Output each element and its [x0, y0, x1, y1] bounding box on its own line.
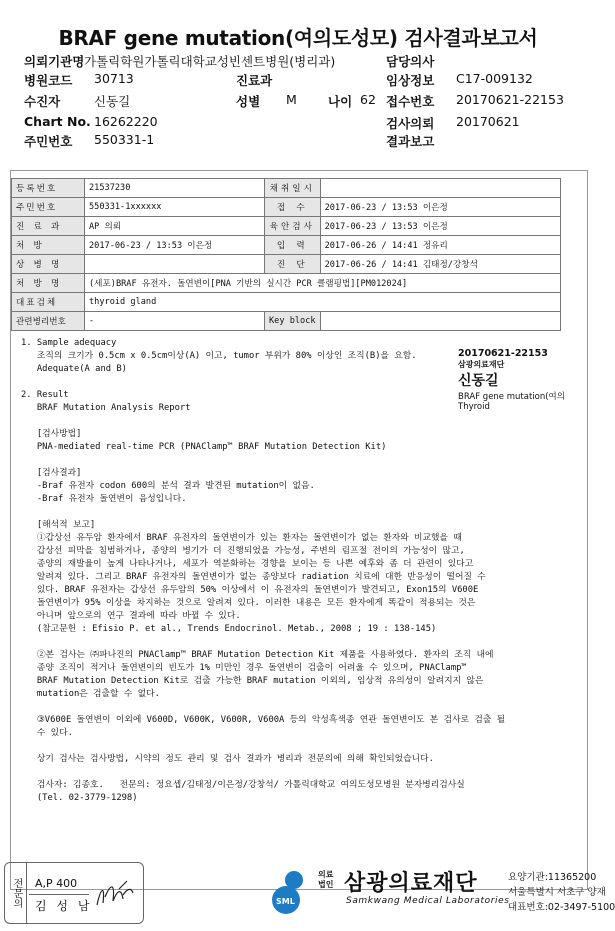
stamp-test: BRAF gene mutation(여의 — [458, 392, 565, 402]
order-value: 2017-06-23 / 13:53 이은정 — [85, 236, 265, 255]
collect-date-value — [320, 179, 560, 198]
sex-value: M — [286, 92, 297, 107]
specialist-tag: 전문의 — [5, 863, 27, 923]
report-body-line: 알려져 있다. 그리고 BRAF 유전자의 돌연변이가 없는 종양보다 radiation 치료에 대한 반응성이 떨어질 수 — [21, 572, 486, 582]
report-body-line: [검사결과] — [21, 468, 82, 478]
signature-line1: A,P 400 — [35, 877, 78, 890]
meta-rrn-label: 주민번호 — [12, 198, 85, 217]
keyblock-value — [320, 312, 560, 331]
stamp-org: 삼광의료재단 — [458, 360, 505, 369]
report-title: BRAF gene mutation(여의도성모) 검사결과보고서 — [58, 26, 538, 50]
org-code: 요양기관:11365200 — [508, 872, 597, 883]
report-body-line: 2. Result — [21, 390, 69, 400]
report-body-line: 수 있다. — [21, 728, 73, 738]
clinical-info-value: C17-009132 — [456, 71, 533, 86]
disease-value — [85, 255, 265, 274]
institution-value: 가톨릭학원가톨릭대학교성빈센트병원(병리과) — [84, 54, 336, 69]
diagnosis-label: 진 단 — [265, 255, 321, 274]
input-value: 2017-06-26 / 14:41 정유리 — [320, 236, 560, 255]
chart-value: 16262220 — [94, 114, 158, 129]
patient-label: 수진자 — [24, 94, 61, 109]
report-body-line: -Braf 유전자 돌연변이 음성입니다. — [21, 494, 187, 504]
collect-date-label: 채취일시 — [265, 179, 321, 198]
diagnosis-value: 2017-06-26 / 14:41 김태정/강창석 — [320, 255, 560, 274]
chart-label: Chart No. — [24, 114, 91, 129]
receipt-value: 20170621-22153 — [456, 92, 564, 107]
report-body-line: 돌연변이가 95% 이상을 차지하는 것으로 알려져 있다. 이러한 내용은 모든 환자에게 똑같이 적용되는 것은 — [21, 598, 476, 608]
clinical-info-label: 임상정보 — [386, 73, 435, 88]
rrn-label: 주민번호 — [24, 134, 73, 149]
specimen-value: thyroid gland — [85, 293, 561, 312]
report-body-line: -Braf 유전자 codon 600의 분석 결과 발견된 mutation이 없음. — [21, 481, 315, 491]
order-label: 처 방 — [12, 236, 85, 255]
report-body-line: 조직의 크기가 0.5cm x 0.5cm이상(A) 이고, tumor 부위가 80% 이상인 조직(B)을 요함. — [21, 351, 417, 361]
rrn-value: 550331-1 — [94, 132, 155, 147]
report-body-line: 상기 검사는 검사방법, 시약의 정도 관리 및 검사 결과가 병리과 전문의에 의해 확인되었습니다. — [21, 754, 434, 764]
org-name-english: Samkwang Medical Laboratories — [346, 896, 510, 906]
reg-no-label: 등록번호 — [12, 179, 85, 198]
report-body-line: 있다. BRAF 유전자는 갑상선 유두암의 50% 이상에서 이 유전자의 돌연변이가 발견되고, Exon15의 V600E — [21, 585, 479, 595]
related-value: - — [85, 312, 265, 331]
org-address: 서울특별시 서초구 양재 — [508, 887, 606, 898]
department-label: 진료과 — [236, 73, 273, 88]
doctor-label: 담당의사 — [386, 54, 435, 69]
org-info — [508, 870, 615, 915]
stamp-receipt-no: 20170621-22153 — [458, 348, 548, 359]
report-body-line: ①갑상선 유두암 환자에서 BRAF 유전자의 돌연변이가 있는 환자는 돌연변이가 없는 환자와 비교했을 때 — [21, 533, 462, 543]
signature-name: 김 성 남 — [35, 899, 93, 913]
prescription-label: 처 방 명 — [12, 274, 85, 293]
hospital-code-label: 병원코드 — [24, 73, 73, 88]
report-body-line: (참고문헌 : Efisio P. et al., Trends Endocrinol. Metab., 2008 ; 19 : 138-145) — [21, 624, 437, 634]
signature-box — [4, 862, 144, 924]
report-body-line: [검사방법] — [21, 429, 82, 439]
signature-divider — [29, 894, 89, 895]
age-value: 62 — [360, 92, 376, 107]
report-body-line: BRAF Mutation Analysis Report — [21, 403, 191, 413]
report-body-line: 갑상선 피막을 침범하거나, 종양의 병기가 더 진행되었을 가능성, 주변의 림프절 전이의 가능성이 많고, — [21, 546, 465, 556]
dept-label: 진 료 과 — [12, 217, 85, 236]
input-label: 입 력 — [265, 236, 321, 255]
report-body-line: (Tel. 02-3779-1298) — [21, 793, 138, 803]
specimen-label: 대표검체 — [12, 293, 85, 312]
microscope-value: 2017-06-23 / 13:53 이은정 — [320, 217, 560, 236]
sml-logo-text: SML — [276, 897, 295, 906]
metadata-table — [11, 178, 561, 331]
report-body-line: 종양 조직이 적거나 돌연변이의 빈도가 1% 미만인 경우 돌연변이 검출이 어려울 수 있으며, PNAClamp™ — [21, 663, 467, 673]
microscope-label: 육안검사 — [265, 217, 321, 236]
request-label: 검사의뢰 — [386, 116, 435, 131]
receive-label: 접 수 — [265, 198, 321, 217]
institution-label: 의뢰기관명 — [24, 54, 85, 69]
patient-value: 신동길 — [94, 94, 131, 109]
report-body-line: 아니며 앞으로의 연구 결과에 따라 바뀔 수 있다. — [21, 611, 241, 621]
age-label: 나이 — [328, 94, 353, 109]
report-body-line: ②본 검사는 ㈜파나진의 PNAClamp™ BRAF Mutation Detection Kit 제품을 사용하였다. 환자의 조직 내에 — [21, 650, 494, 660]
result-report-label: 결과보고 — [386, 134, 435, 149]
org-phone: 대표번호:02-3497-5100 — [508, 902, 615, 913]
stamp-patient: 신동길 — [458, 373, 499, 389]
handwritten-signature — [93, 877, 137, 913]
request-value: 20170621 — [456, 114, 520, 129]
prescription-value: (세포)BRAF 유전자. 돌연변이[PNA 기반의 실시간 PCR 클램핑법][PM012024] — [85, 274, 561, 293]
report-body-line: 1. Sample adequacy — [21, 338, 117, 348]
report-body-line: mutation은 검출할 수 없다. — [21, 689, 160, 699]
reg-no-value: 21537230 — [85, 179, 265, 198]
report-body-line: PNA-mediated real-time PCR (PNAClamp™ BRAF Mutation Detection Kit) — [21, 442, 387, 452]
header-info — [24, 52, 584, 152]
keyblock-label: Key block — [265, 312, 321, 331]
report-body-line: BRAF Mutation Detection Kit로 검출 가능한 BRAF mutation 이외의, 임상적 유의성이 알려지지 않은 — [21, 676, 484, 686]
hospital-code-value: 30713 — [94, 71, 134, 86]
report-body-line: ③V600E 돌연변이 이외에 V600D, V600K, V600R, V600A 등의 악성흑색종 연관 돌연변이도 본 검사로 검출 될 — [21, 715, 506, 725]
scanned-report — [10, 170, 588, 890]
org-type: 의료 법인 — [318, 870, 334, 889]
related-label: 관련병리번호 — [12, 312, 85, 331]
sml-logo-icon — [268, 868, 316, 916]
sex-label: 성별 — [236, 94, 261, 109]
receipt-label: 접수번호 — [386, 94, 435, 109]
report-body-line: 종양의 재발율이 높게 나타나거나, 세포가 역분화하는 경향을 보이는 등 나쁜 예후와 좀 더 관련이 있다고 — [21, 559, 474, 569]
report-body-line: 검사자: 김종호. 전문의: 정요셉/김태정/이은정/강창석/ 가톨릭대학교 여의도성모병원 분자병리검사실 — [21, 780, 465, 790]
report-body-line: [해석적 보고] — [21, 520, 96, 530]
specimen-label-stamp — [458, 348, 588, 412]
stamp-specimen: Thyroid — [458, 402, 490, 412]
report-body-line: Adequate(A and B) — [21, 364, 127, 374]
receive-value: 2017-06-23 / 13:53 이은정 — [320, 198, 560, 217]
disease-label: 상 병 명 — [12, 255, 85, 274]
dept-value: AP 의뢰 — [85, 217, 265, 236]
org-name: 삼광의료재단 — [344, 871, 478, 896]
meta-rrn-value: 550331-1xxxxxx — [85, 198, 265, 217]
